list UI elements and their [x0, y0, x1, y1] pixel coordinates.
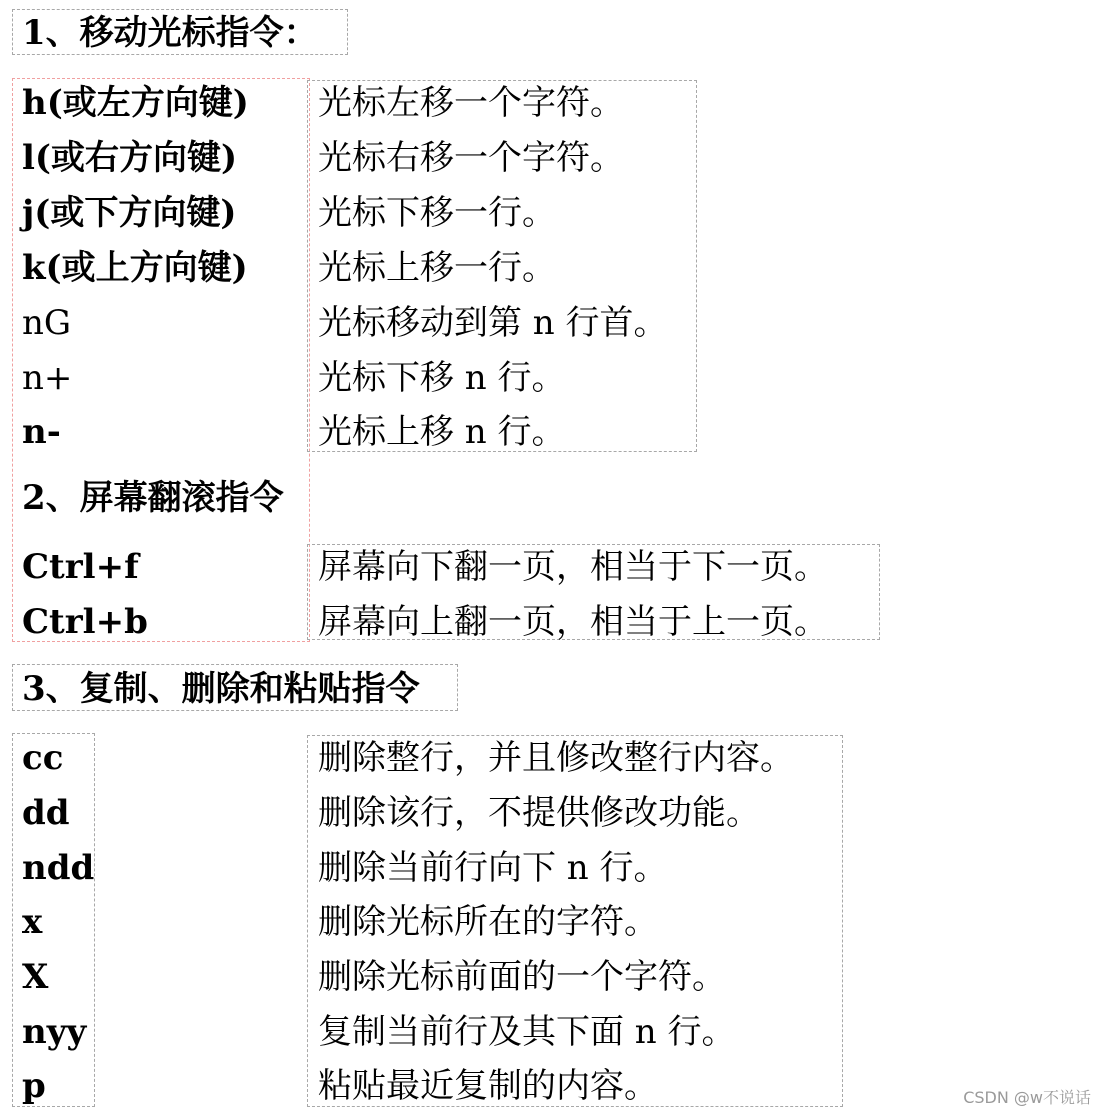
desc-cc: 删除整行，并且修改整行内容。: [318, 738, 794, 778]
command-l: l(或右方向键): [22, 138, 238, 178]
command-n-minus: n-: [22, 412, 61, 452]
command-X: X: [22, 957, 49, 997]
command-ndd: ndd: [22, 848, 95, 888]
section-heading-2: 2、屏幕翻滚指令: [22, 478, 284, 518]
desc-ctrl-f: 屏幕向下翻一页，相当于下一页。: [318, 547, 828, 587]
command-dd: dd: [22, 793, 70, 833]
desc-ctrl-b: 屏幕向上翻一页，相当于上一页。: [318, 602, 828, 642]
watermark: CSDN @w不说话: [963, 1088, 1091, 1107]
command-nG: nG: [22, 303, 72, 343]
desc-j: 光标下移一行。: [318, 193, 556, 233]
desc-dd: 删除该行，不提供修改功能。: [318, 793, 760, 833]
command-ctrl-b: Ctrl+b: [22, 602, 148, 642]
desc-p: 粘贴最近复制的内容。: [318, 1066, 658, 1106]
desc-x: 删除光标所在的字符。: [318, 902, 658, 942]
command-x: x: [22, 902, 43, 942]
desc-h: 光标左移一个字符。: [318, 83, 624, 123]
command-k: k(或上方向键): [22, 248, 248, 288]
desc-nyy: 复制当前行及其下面 n 行。: [318, 1012, 736, 1052]
command-ctrl-f: Ctrl+f: [22, 547, 139, 587]
desc-l: 光标右移一个字符。: [318, 138, 624, 178]
command-n-plus: n+: [22, 358, 73, 398]
desc-X: 删除光标前面的一个字符。: [318, 957, 726, 997]
command-cc: cc: [22, 738, 64, 778]
command-j: j(或下方向键): [22, 193, 237, 233]
command-p: p: [22, 1066, 46, 1106]
desc-nG: 光标移动到第 n 行首。: [318, 303, 668, 343]
desc-n-minus: 光标上移 n 行。: [318, 412, 566, 452]
command-nyy: nyy: [22, 1012, 87, 1052]
desc-n-plus: 光标下移 n 行。: [318, 358, 566, 398]
desc-k: 光标上移一行。: [318, 248, 556, 288]
section-heading-3: 3、复制、删除和粘贴指令: [22, 669, 420, 709]
command-h: h(或左方向键): [22, 83, 249, 123]
desc-ndd: 删除当前行向下 n 行。: [318, 848, 668, 888]
section-heading-1: 1、移动光标指令：: [22, 13, 318, 53]
